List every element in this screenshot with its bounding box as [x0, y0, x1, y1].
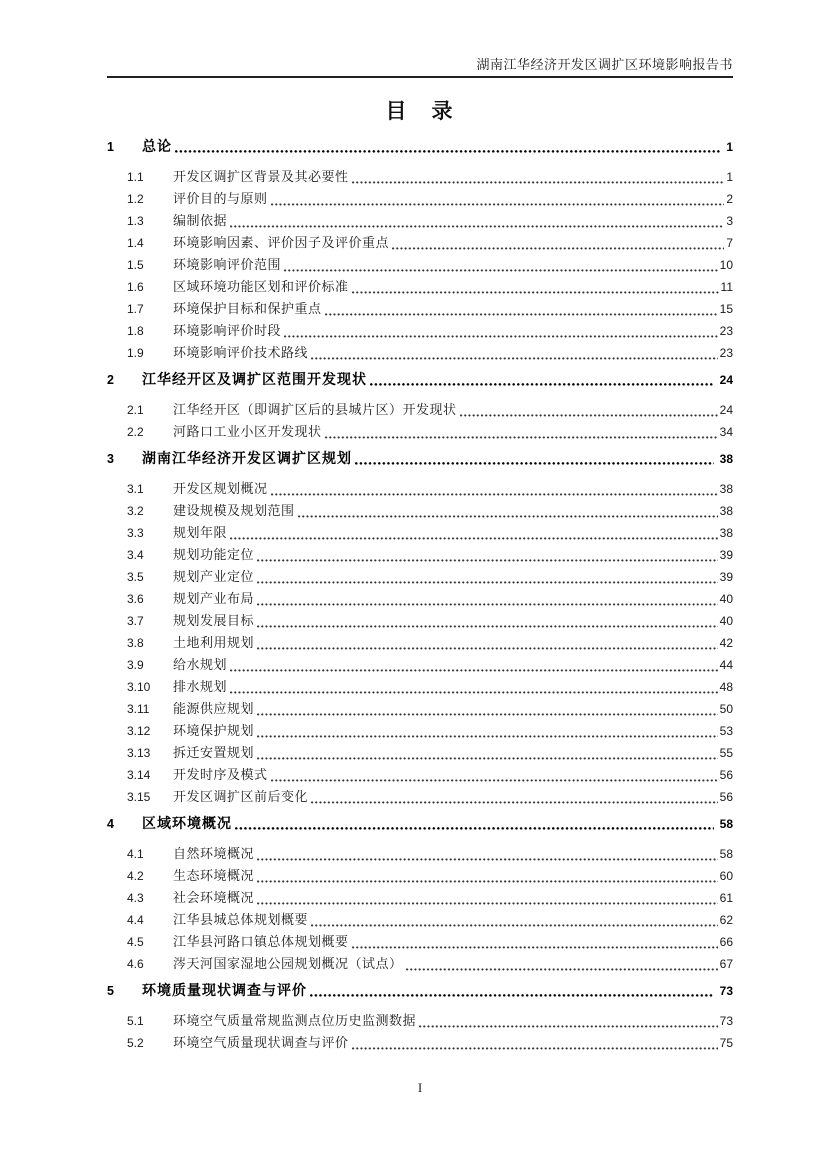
toc-entry[interactable]	[107, 588, 733, 610]
toc-entry-number: 4.5	[127, 935, 144, 949]
toc-entry-number: 1.2	[127, 192, 144, 206]
toc-entry[interactable]	[107, 931, 733, 953]
header-rule	[107, 76, 733, 78]
toc-entry-title: 土地利用规划	[173, 635, 255, 650]
toc-entry-title: 评价目的与原则	[173, 191, 268, 206]
toc-entry-title: 环境保护规划	[173, 723, 255, 738]
toc-entry[interactable]	[107, 654, 733, 676]
toc-entry-number: 3.12	[127, 724, 151, 738]
toc-entry-title: 能源供应规划	[173, 701, 255, 716]
toc-entry-page: 73	[719, 984, 733, 998]
toc-entry-title: 环境空气质量常规监测点位历史监测数据	[173, 1013, 417, 1028]
toc-entry[interactable]	[107, 786, 733, 808]
toc-entry-number: 4.6	[127, 957, 144, 971]
toc-entry-page: 50	[719, 702, 733, 716]
toc-entry[interactable]	[107, 909, 733, 931]
toc-entry-title: 江华县城总体规划概要	[173, 912, 309, 927]
toc-leader-dots	[284, 335, 718, 338]
toc-leader-dots	[235, 827, 714, 830]
page-number: I	[417, 1080, 423, 1095]
toc-leader-dots	[257, 902, 718, 905]
toc-entry-title: 编制依据	[173, 213, 228, 228]
toc-leader-dots	[257, 757, 718, 760]
toc-entry-title: 开发区调扩区背景及其必要性	[173, 169, 349, 184]
toc-entry-title: 拆迁安置规划	[173, 745, 255, 760]
toc-entry-title: 环境影响评价技术路线	[173, 345, 309, 360]
toc-entry-title: 环境保护目标和保护重点	[173, 301, 322, 316]
toc-entry[interactable]	[107, 764, 733, 786]
toc-entry-number: 2.1	[127, 403, 144, 417]
toc-entry-page: 58	[719, 847, 733, 861]
toc-entry[interactable]	[107, 500, 733, 522]
toc-entry-page: 56	[719, 790, 733, 804]
toc-entry-number: 1.9	[127, 346, 144, 360]
toc-entry-page: 60	[719, 869, 733, 883]
toc-leader-dots	[257, 625, 718, 628]
toc-entry[interactable]	[107, 166, 733, 188]
toc-entry[interactable]	[107, 276, 733, 298]
toc-entry[interactable]	[107, 369, 733, 391]
toc-entry[interactable]	[107, 232, 733, 254]
toc-leader-dots	[257, 880, 718, 883]
toc-entry-page: 73	[719, 1014, 733, 1028]
toc-entry-page: 24	[719, 403, 733, 417]
toc-leader-dots	[257, 858, 718, 861]
toc-leader-dots	[230, 537, 718, 540]
toc-entry-number: 3.13	[127, 746, 151, 760]
toc-entry-page: 15	[719, 302, 733, 316]
page-footer	[107, 1080, 733, 1096]
toc-leader-dots	[352, 946, 718, 949]
toc-entry-page: 44	[719, 658, 733, 672]
toc-entry-page: 56	[719, 768, 733, 782]
toc-entry-title: 建设规模及规划范围	[173, 503, 295, 518]
toc-leader-dots	[284, 269, 718, 272]
toc-leader-dots	[230, 225, 724, 228]
toc-entry-number: 1	[107, 140, 114, 154]
toc-entry[interactable]	[107, 421, 733, 443]
toc-leader-dots	[298, 515, 718, 518]
toc-entry-number: 1.6	[127, 280, 144, 294]
toc-entry-page: 3	[726, 214, 733, 228]
toc-leader-dots	[352, 181, 725, 184]
toc-entry-page: 40	[719, 614, 733, 628]
toc-entry-title: 涔天河国家湿地公园规划概况（试点）	[173, 956, 403, 971]
toc-entry-number: 3.10	[127, 680, 151, 694]
toc-entry-title: 规划年限	[173, 525, 228, 540]
toc-leader-dots	[257, 735, 718, 738]
toc-entry[interactable]	[107, 953, 733, 975]
toc-entry-number: 3.7	[127, 614, 144, 628]
toc-entry[interactable]	[107, 254, 733, 276]
toc-entry-page: 61	[719, 891, 733, 905]
toc-entry-number: 4.1	[127, 847, 144, 861]
toc-entry-number: 3.8	[127, 636, 144, 650]
toc-entry-title: 规划发展目标	[173, 613, 255, 628]
toc-entry[interactable]	[107, 610, 733, 632]
toc-entry-page: 38	[719, 526, 733, 540]
toc-entry-page: 40	[719, 592, 733, 606]
toc-leader-dots	[460, 414, 718, 417]
toc-leader-dots	[271, 203, 725, 206]
toc-leader-dots	[271, 493, 718, 496]
toc-entry-title: 给水规划	[173, 657, 228, 672]
toc-entry-title: 社会环境概况	[173, 890, 255, 905]
toc-entry[interactable]	[107, 676, 733, 698]
toc-leader-dots	[257, 713, 718, 716]
toc-entry[interactable]	[107, 813, 733, 835]
toc-entry-number: 3.3	[127, 526, 144, 540]
toc-entry-number: 1.3	[127, 214, 144, 228]
toc-leader-dots	[311, 924, 718, 927]
toc-entry-page: 1	[726, 140, 733, 154]
toc-entry[interactable]	[107, 522, 733, 544]
toc-entry-page: 62	[719, 913, 733, 927]
toc-leader-dots	[352, 1047, 718, 1050]
toc-entry-number: 5.1	[127, 1014, 144, 1028]
toc-entry[interactable]	[107, 210, 733, 232]
toc-entry-page: 39	[719, 548, 733, 562]
toc-entry-title: 环境空气质量现状调查与评价	[173, 1035, 349, 1050]
toc-entry-number: 3.1	[127, 482, 144, 496]
toc-entry-title: 排水规划	[173, 679, 228, 694]
toc-leader-dots	[310, 994, 714, 997]
toc-entry[interactable]	[107, 448, 733, 470]
toc-leader-dots	[230, 669, 718, 672]
toc-entry-title: 环境质量现状调查与评价	[142, 984, 307, 999]
toc-entry-title: 生态环境概况	[173, 868, 255, 883]
toc-entry-page: 24	[719, 373, 733, 387]
toc-entry-page: 66	[719, 935, 733, 949]
toc-entry[interactable]	[107, 298, 733, 320]
toc-entry-page: 53	[719, 724, 733, 738]
toc-entry[interactable]	[107, 632, 733, 654]
toc-entry-title: 江华县河路口镇总体规划概要	[173, 934, 349, 949]
toc-entry[interactable]	[107, 136, 733, 158]
toc-entry-page: 48	[719, 680, 733, 694]
toc-entry[interactable]	[107, 478, 733, 500]
toc-title: 目 录	[385, 99, 455, 123]
toc-entry-number: 2	[107, 373, 114, 387]
toc-entry-page: 58	[719, 817, 733, 831]
toc-entry[interactable]	[107, 980, 733, 1002]
toc-entry-title: 江华经开区（即调扩区后的县城片区）开发现状	[173, 402, 457, 417]
toc-entry-number: 3.15	[127, 790, 151, 804]
toc-entry-title: 规划产业布局	[173, 591, 255, 606]
toc-entry-page: 23	[719, 324, 733, 338]
toc-entry-title: 区域环境概况	[142, 817, 232, 832]
toc-entry-number: 1.7	[127, 302, 144, 316]
toc-entry-number: 1.5	[127, 258, 144, 272]
toc-entry-number: 3	[107, 452, 114, 466]
toc-entry[interactable]	[107, 843, 733, 865]
toc-leader-dots	[325, 313, 718, 316]
toc-entry-title: 江华经开区及调扩区范围开发现状	[142, 373, 367, 388]
toc-entry-number: 4.3	[127, 891, 144, 905]
toc-leader-dots	[257, 559, 718, 562]
toc-entry-number: 1.1	[127, 170, 144, 184]
toc-entry-title: 环境影响评价时段	[173, 323, 282, 338]
toc-entry-page: 38	[719, 452, 733, 466]
toc-entry-title: 环境影响评价范围	[173, 257, 282, 272]
toc-entry-page: 34	[719, 425, 733, 439]
toc-entry-title: 区域环境功能区划和评价标准	[173, 279, 349, 294]
toc-entry-number: 3.6	[127, 592, 144, 606]
toc-leader-dots	[175, 150, 720, 153]
toc-leader-dots	[230, 691, 718, 694]
toc-entry-page: 55	[719, 746, 733, 760]
toc-entry-page: 7	[726, 236, 733, 250]
toc-entry-title: 规划产业定位	[173, 569, 255, 584]
toc-leader-dots	[257, 581, 718, 584]
toc-entry-title: 总论	[142, 140, 172, 155]
page-header	[107, 57, 733, 78]
toc-leader-dots	[257, 603, 718, 606]
toc-entry[interactable]	[107, 544, 733, 566]
toc-entry-number: 3.4	[127, 548, 144, 562]
toc-leader-dots	[419, 1025, 718, 1028]
toc-entry-number: 3.5	[127, 570, 144, 584]
toc-leader-dots	[311, 357, 718, 360]
toc-entry-number: 1.4	[127, 236, 144, 250]
toc-leader-dots	[406, 968, 718, 971]
toc-entry-title: 开发区规划概况	[173, 481, 268, 496]
toc-entry-number: 5	[107, 984, 114, 998]
toc-entry-page: 2	[726, 192, 733, 206]
toc-entry-number: 3.14	[127, 768, 151, 782]
toc-leader-dots	[355, 462, 714, 465]
toc-entry-number: 3.2	[127, 504, 144, 518]
toc-entry[interactable]	[107, 399, 733, 421]
toc-entry-page: 23	[719, 346, 733, 360]
toc-leader-dots	[311, 801, 718, 804]
toc-entry-title: 规划功能定位	[173, 547, 255, 562]
toc-entry-page: 38	[719, 504, 733, 518]
toc-entry[interactable]	[107, 566, 733, 588]
toc-entry-page: 42	[719, 636, 733, 650]
toc-leader-dots	[352, 291, 719, 294]
toc-leader-dots	[392, 247, 724, 250]
toc-entry[interactable]	[107, 342, 733, 364]
toc-entry[interactable]	[107, 742, 733, 764]
toc-leader-dots	[257, 647, 718, 650]
toc-entry-title: 自然环境概况	[173, 846, 255, 861]
toc-entry[interactable]	[107, 1010, 733, 1032]
toc-entry-page: 39	[719, 570, 733, 584]
toc-entry[interactable]	[107, 320, 733, 342]
toc-entry-title: 湖南江华经济开发区调扩区规划	[142, 452, 352, 467]
toc-entry[interactable]	[107, 720, 733, 742]
toc-entry-page: 67	[719, 957, 733, 971]
toc-entry-page: 10	[719, 258, 733, 272]
toc-entry-number: 4.4	[127, 913, 144, 927]
toc-entry-title: 环境影响因素、评价因子及评价重点	[173, 235, 390, 250]
toc-entry-number: 3.11	[127, 702, 150, 716]
toc-entry[interactable]	[107, 887, 733, 909]
toc-entry-number: 1.8	[127, 324, 144, 338]
toc-leader-dots	[271, 779, 718, 782]
toc-leader-dots	[325, 436, 718, 439]
toc-entry[interactable]	[107, 188, 733, 210]
toc-entry-page: 1	[726, 170, 733, 184]
toc-entry-number: 4.2	[127, 869, 144, 883]
toc-entry[interactable]	[107, 865, 733, 887]
toc-entry-number: 4	[107, 817, 114, 831]
toc-entry-page: 38	[719, 482, 733, 496]
toc-entry-page: 11	[720, 280, 733, 294]
toc-leader-dots	[370, 383, 714, 386]
toc-entry[interactable]	[107, 698, 733, 720]
toc-entry-page: 75	[719, 1036, 733, 1050]
toc-list	[107, 136, 733, 1054]
toc-entry-number: 3.9	[127, 658, 144, 672]
toc-entry-number: 2.2	[127, 425, 144, 439]
toc-entry[interactable]	[107, 1032, 733, 1054]
toc-entry-title: 开发时序及模式	[173, 767, 268, 782]
toc-entry-title: 开发区调扩区前后变化	[173, 789, 309, 804]
toc-entry-title: 河路口工业小区开发现状	[173, 424, 322, 439]
header-title: 湖南江华经济开发区调扩区环境影响报告书	[476, 57, 733, 72]
toc-entry-number: 5.2	[127, 1036, 144, 1050]
